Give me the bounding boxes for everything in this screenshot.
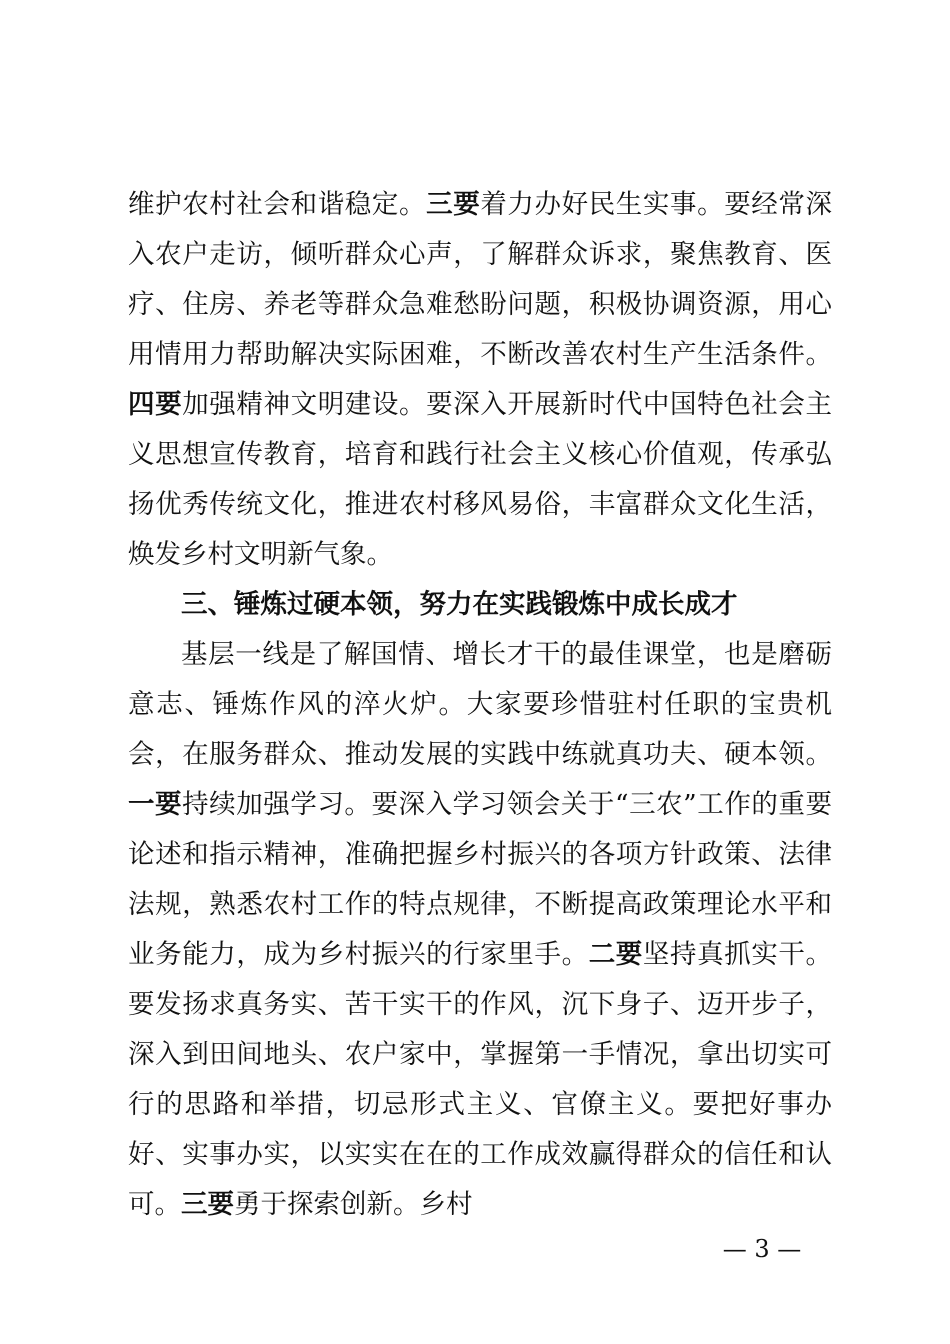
- keyword-two: 二要: [588, 939, 643, 970]
- paragraph-text: 持续加强学习。要深入学习领会关于“三农”工作的重要论述和指示精神，准确把握乡村振兴的各项方针政策、法律法规，熟悉农村工作的特点规律，不断提高政策理论水平和业务能力，成为乡村振兴的行家里手。: [128, 789, 832, 970]
- paragraph: [128, 630, 832, 1230]
- paragraph-text: 基层一线是了解国情、增长才干的最佳课堂，也是磨砺意志、锤炼作风的淬火炉。大家要珍惜驻村任职的宝贵机会，在服务群众、推动发展的实践中练就真功夫、硬本领。: [128, 639, 832, 770]
- keyword-four: 四要: [128, 389, 183, 420]
- paragraph-text: 着力办好民生实事。要经常深入农户走访，倾听群众心声，了解群众诉求，聚焦教育、医疗、住房、养老等群众急难愁盼问题，积极协调资源，用心用情用力帮助解决实际困难，不断改善农村生产生活条件。: [128, 189, 833, 370]
- paragraph-text: 加强精神文明建设。要深入开展新时代中国特色社会主义思想宣传教育，培育和践行社会主义核心价值观，传承弘扬优秀传统文化，推进农村移风易俗，丰富群众文化生活，焕发乡村文明新气象。: [128, 389, 833, 570]
- paragraph-text: 勇于探索创新。乡村: [234, 1189, 473, 1220]
- page-number: — 3 —: [722, 1235, 802, 1263]
- paragraph-continued: [128, 180, 832, 580]
- body-text: [128, 180, 832, 1230]
- keyword-one: 一要: [128, 789, 183, 820]
- keyword-three: 三要: [181, 1189, 234, 1220]
- paragraph-text: 坚持真抓实干。要发扬求真务实、苦干实干的作风，沉下身子、迈开步子，深入到田间地头、农户家中，掌握第一手情况，拿出切实可行的思路和举措，切忌形式主义、官僚主义。要把好事办好、实事办实，以实实在在的工作成效赢得群众的信任和认可。: [128, 939, 833, 1220]
- section-heading: 三、锤炼过硬本领，努力在实践锻炼中成长成才: [181, 589, 738, 620]
- paragraph-text: 维护农村社会和谐稳定。: [128, 189, 427, 220]
- keyword-three: 三要: [426, 189, 481, 220]
